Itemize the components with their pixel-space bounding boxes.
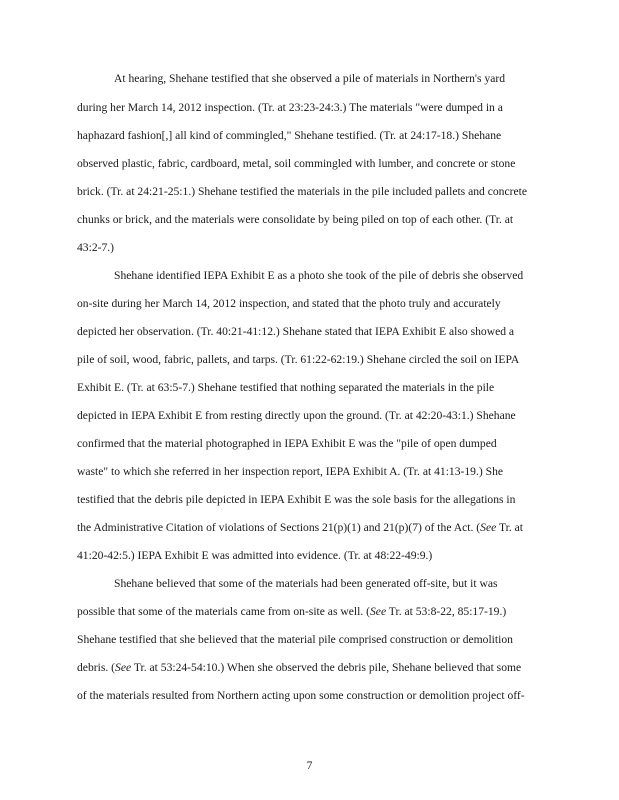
text-line: Shehane identified IEPA Exhibit E as a photo she took of the pile of debris she observed — [114, 269, 524, 282]
text-line: Exhibit E. (Tr. at 63:5-7.) Shehane testified that nothing separated the materials in the pile — [77, 381, 495, 394]
text-line: 41:20-42:5.) IEPA Exhibit E was admitted into evidence. (Tr. at 48:22-49:9.) — [77, 549, 433, 562]
text-line: At hearing, Shehane testified that she observed a pile of materials in Northern's yard — [114, 72, 506, 85]
page-number: 7 — [306, 759, 313, 772]
text-line: during her March 14, 2012 inspection. (Tr. at 23:23-24:3.) The materials "were dumped in a — [77, 101, 503, 114]
text-line: observed plastic, fabric, cardboard, metal, soil commingled with lumber, and concrete or stone — [77, 157, 516, 170]
text-line: Shehane believed that some of the materials had been generated off-site, but it was — [114, 577, 498, 590]
text-line: 43:2-7.) — [77, 241, 115, 254]
text-line: haphazard fashion[,] all kind of commingled," Shehane testified. (Tr. at 24:17-18.) Shehane — [77, 129, 502, 142]
text-line: Shehane testified that she believed that the material pile comprised construction or demolition — [77, 633, 513, 646]
text-line: pile of soil, wood, fabric, pallets, and tarps. (Tr. 61:22-62:19.) Shehane circled the soil on IEPA — [77, 353, 520, 366]
text-line: possible that some of the materials came from on-site as well. (See Tr. at 53:8-22, 85:17-19.) — [77, 605, 507, 618]
text-line: of the materials resulted from Northern acting upon some construction or demolition project off- — [77, 689, 525, 702]
text-line: debris. (See Tr. at 53:24-54:10.) When she observed the debris pile, Shehane believed that some — [77, 661, 522, 674]
text-line: on-site during her March 14, 2012 inspection, and stated that the photo truly and accurately — [77, 297, 501, 310]
text-line: chunks or brick, and the materials were consolidate by being piled on top of each other. (Tr. at — [77, 213, 514, 226]
text-line: the Administrative Citation of violations of Sections 21(p)(1) and 21(p)(7) of the Act. (See Tr. at — [77, 521, 523, 534]
text-line: depicted her observation. (Tr. 40:21-41:12.) Shehane stated that IEPA Exhibit E also showed a — [77, 325, 515, 338]
text-line: brick. (Tr. at 24:21-25:1.) Shehane testified the materials in the pile included pallets and concrete — [77, 185, 527, 198]
text-line: waste" to which she referred in her inspection report, IEPA Exhibit A. (Tr. at 41:13-19.) She — [77, 465, 504, 478]
text-line: testified that the debris pile depicted in IEPA Exhibit E was the sole basis for the allegations in — [77, 493, 516, 506]
text-line: confirmed that the material photographed in IEPA Exhibit E was the "pile of open dumped — [77, 437, 497, 450]
text-line: depicted in IEPA Exhibit E from resting directly upon the ground. (Tr. at 42:20-43:1.) Shehane — [77, 409, 516, 422]
